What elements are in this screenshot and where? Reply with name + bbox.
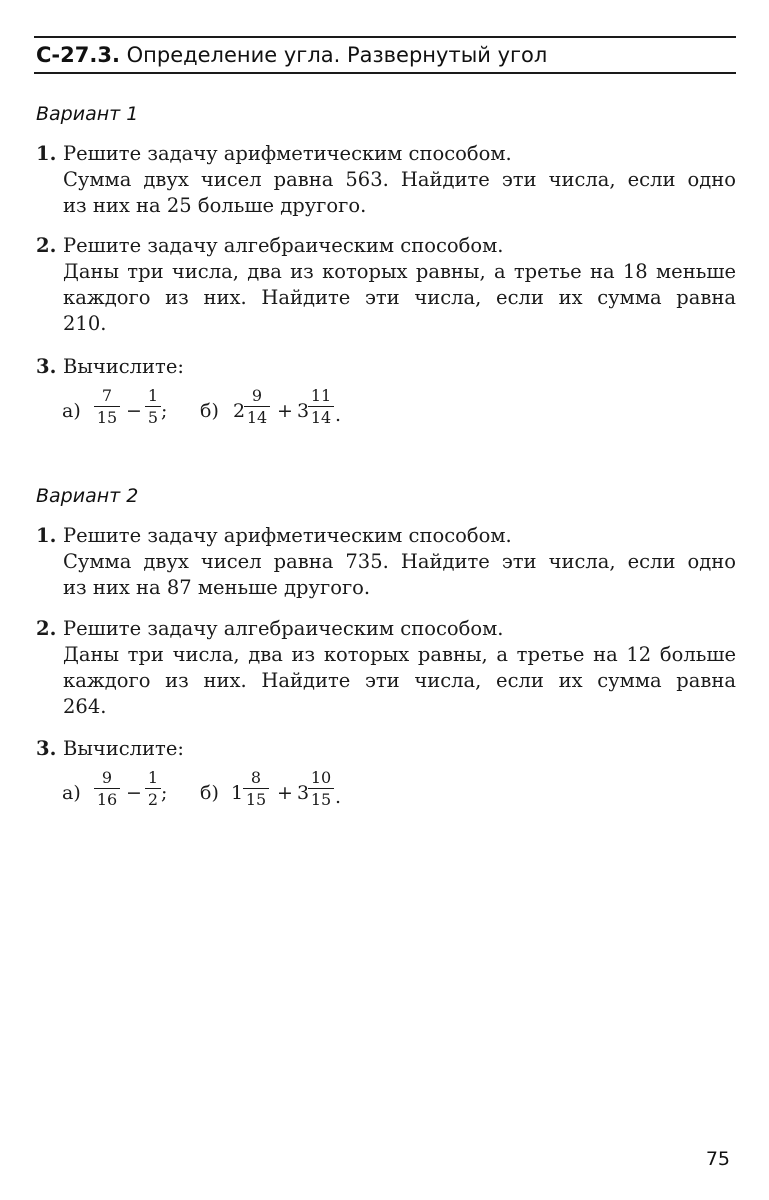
variant-1-task-3 [36,354,736,380]
task-number: 1. [36,142,57,165]
task-line: Вычислите: [63,737,184,760]
fraction [94,769,120,809]
fraction [244,387,270,427]
fraction [145,387,161,427]
section-code: С-27.3. [36,43,120,67]
fraction-numerator: 1 [145,387,161,407]
variant-2-heading: Вариант 2 [36,485,139,507]
task-line: 264. [63,695,107,718]
task-line: из них на 25 больше другого. [63,194,367,217]
fraction [94,387,120,427]
punctuation: . [335,404,342,426]
section-title: Определение угла. Развернутый угол [126,43,548,67]
header-bottom-rule [34,72,736,74]
operator: + [277,400,293,422]
fraction-denominator: 16 [96,790,118,809]
task-line: Решите задачу алгебраическим способом. [63,234,504,257]
variant-2-task-1 [36,523,736,601]
task-line: Решите задачу алгебраическим способом. [63,617,504,640]
whole-part: 3 [297,782,310,804]
operator: + [277,782,293,804]
fraction-denominator: 14 [310,408,332,427]
task-line: Сумма двух чисел равна 735. Найдите эти числа, если одно [63,550,736,573]
operator: − [126,400,142,422]
fraction [243,769,269,809]
task-line: каждого из них. Найдите эти числа, если их сумма равна [63,286,736,309]
punctuation: ; [161,782,168,804]
task-line: из них на 87 меньше другого. [63,576,371,599]
fraction-denominator: 15 [96,408,118,427]
fraction-numerator: 11 [308,387,334,407]
calc-a-label: а) [62,400,81,422]
fraction [308,769,334,809]
calc-b-label: б) [200,400,219,422]
fraction-denominator: 15 [245,790,267,809]
task-line: каждого из них. Найдите эти числа, если их сумма равна [63,669,736,692]
whole-part: 2 [233,400,246,422]
task-line: Решите задачу арифметическим способом. [63,524,512,547]
variant-2-task-3 [36,736,736,762]
task-line: Даны три числа, два из которых равны, а третье на 18 меньше [63,260,736,283]
variant-1-task-1 [36,141,736,219]
task-line: Даны три числа, два из которых равны, а третье на 12 больше [63,643,736,666]
fraction-denominator: 5 [147,408,159,427]
fraction-numerator: 9 [94,769,120,789]
task-line: 210. [63,312,107,335]
whole-part: 3 [297,400,310,422]
header-top-rule [34,36,736,38]
variant-1-heading: Вариант 1 [36,103,139,125]
fraction-denominator: 2 [147,790,159,809]
variant-1-task-2 [36,233,736,337]
variant-2-task-2 [36,616,736,720]
task-number: 3. [36,737,57,760]
punctuation: . [335,786,342,808]
task-number: 2. [36,617,57,640]
section-header [36,43,736,67]
fraction-numerator: 10 [308,769,334,789]
fraction [145,769,161,809]
fraction-denominator: 15 [310,790,332,809]
task-number: 2. [36,234,57,257]
fraction [308,387,334,427]
calc-a-label: а) [62,782,81,804]
task-number: 3. [36,355,57,378]
whole-part: 1 [231,782,244,804]
fraction-denominator: 14 [246,408,268,427]
task-line: Вычислите: [63,355,184,378]
fraction-numerator: 1 [145,769,161,789]
task-line: Решите задачу арифметическим способом. [63,142,512,165]
fraction-numerator: 8 [243,769,269,789]
punctuation: ; [161,400,168,422]
operator: − [126,782,142,804]
fraction-numerator: 9 [244,387,270,407]
page-number: 75 [705,1148,730,1170]
calc-b-label: б) [200,782,219,804]
task-number: 1. [36,524,57,547]
fraction-numerator: 7 [94,387,120,407]
task-line: Сумма двух чисел равна 563. Найдите эти числа, если одно [63,168,736,191]
